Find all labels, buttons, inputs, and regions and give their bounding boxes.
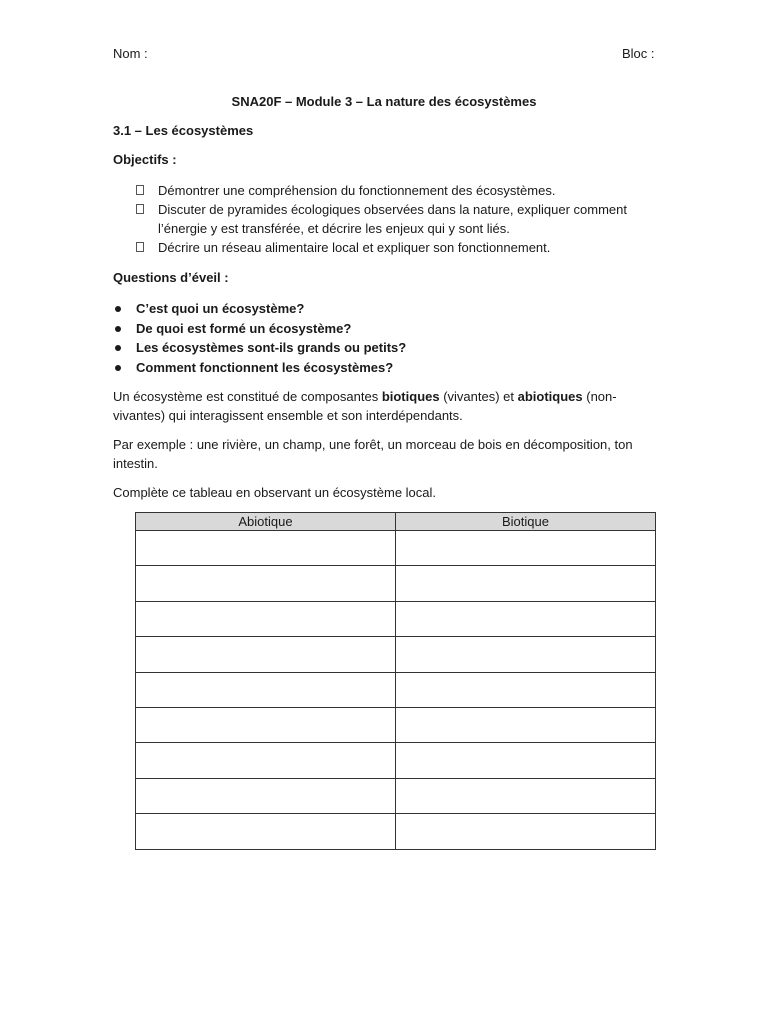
abiotique-cell[interactable] xyxy=(136,531,396,566)
biotique-cell[interactable] xyxy=(396,743,656,778)
table-row xyxy=(136,707,656,742)
table-row xyxy=(136,601,656,636)
biotique-cell[interactable] xyxy=(396,637,656,672)
objective-text: Démontrer une compréhension du fonctionnement des écosystèmes. xyxy=(158,183,556,198)
bullet-icon xyxy=(115,306,121,312)
objective-item xyxy=(113,181,673,200)
biotique-cell[interactable] xyxy=(396,778,656,813)
biotique-cell[interactable] xyxy=(396,707,656,742)
document-title: SNA20F – Module 3 – La nature des écosystèmes xyxy=(231,94,537,109)
question-text: C’est quoi un écosystème? xyxy=(136,301,305,316)
question-item xyxy=(113,319,406,339)
paragraph-text: (vivantes) et xyxy=(439,389,518,404)
checkbox-icon xyxy=(136,204,144,214)
abiotique-cell[interactable] xyxy=(136,566,396,601)
paragraph-text: (non-vivantes) qui interagissent ensemble et son interdépendants. xyxy=(113,389,617,423)
abiotique-cell[interactable] xyxy=(136,743,396,778)
question-item xyxy=(113,299,406,319)
objective-item xyxy=(113,238,673,257)
question-text: Comment fonctionnent les écosystèmes? xyxy=(136,359,394,375)
biotique-cell[interactable] xyxy=(396,531,656,566)
table-row xyxy=(136,637,656,672)
biotique-cell[interactable] xyxy=(396,566,656,601)
bloc-label: Bloc : xyxy=(622,46,655,61)
definition-paragraph xyxy=(113,387,661,425)
instruction-paragraph: Complète ce tableau en observant un écosystème local. xyxy=(113,485,437,500)
bullet-icon xyxy=(115,326,121,332)
header-biotique: Biotique xyxy=(396,513,656,531)
biotique-cell[interactable] xyxy=(396,814,656,849)
objective-item xyxy=(113,200,673,238)
paragraph-text: Un écosystème est constitué de composantes xyxy=(113,389,382,404)
bullet-icon xyxy=(115,365,121,371)
abiotique-cell[interactable] xyxy=(136,672,396,707)
biotique-cell[interactable] xyxy=(396,672,656,707)
biotique-cell[interactable] xyxy=(396,601,656,636)
question-text: De quoi est formé un écosystème? xyxy=(136,320,352,336)
paragraph-bold-biotiques: biotiques xyxy=(381,389,440,404)
objectives-heading: Objectifs : xyxy=(113,152,177,167)
question-item xyxy=(113,358,406,378)
table-row xyxy=(136,566,656,601)
abiotique-cell[interactable] xyxy=(136,637,396,672)
abiotique-cell[interactable] xyxy=(136,814,396,849)
table-header-row xyxy=(136,513,656,531)
questions-list xyxy=(113,299,406,377)
question-item xyxy=(113,338,406,358)
paragraph-bold-abiotiques: abiotiques xyxy=(517,389,583,404)
objective-text: Discuter de pyramides écologiques observées dans la nature, expliquer comment l’énergie y est transférée, et décrire les enjeux qui y sont liés. xyxy=(158,202,627,236)
abiotique-cell[interactable] xyxy=(136,778,396,813)
objective-text: Décrire un réseau alimentaire local et expliquer son fonctionnement. xyxy=(158,240,551,255)
table-row xyxy=(136,672,656,707)
questions-heading: Questions d’éveil : xyxy=(113,270,229,285)
bullet-icon xyxy=(115,345,121,351)
abiotic-biotic-table xyxy=(135,512,656,850)
section-heading: 3.1 – Les écosystèmes xyxy=(113,123,254,138)
table-row xyxy=(136,778,656,813)
checkbox-icon xyxy=(136,185,144,195)
question-text: Les écosystèmes sont-ils grands ou petits? xyxy=(136,340,407,355)
table-row xyxy=(136,531,656,566)
nom-label: Nom : xyxy=(113,46,148,61)
objectives-list xyxy=(113,181,673,257)
table-row xyxy=(136,743,656,778)
checkbox-icon xyxy=(136,242,144,252)
header-abiotique: Abiotique xyxy=(136,513,396,531)
abiotique-cell[interactable] xyxy=(136,707,396,742)
abiotique-cell[interactable] xyxy=(136,601,396,636)
table-row xyxy=(136,814,656,849)
example-paragraph: Par exemple : une rivière, un champ, une forêt, un morceau de bois en décomposition, ton intestin. xyxy=(113,437,633,471)
table-body xyxy=(136,531,656,850)
